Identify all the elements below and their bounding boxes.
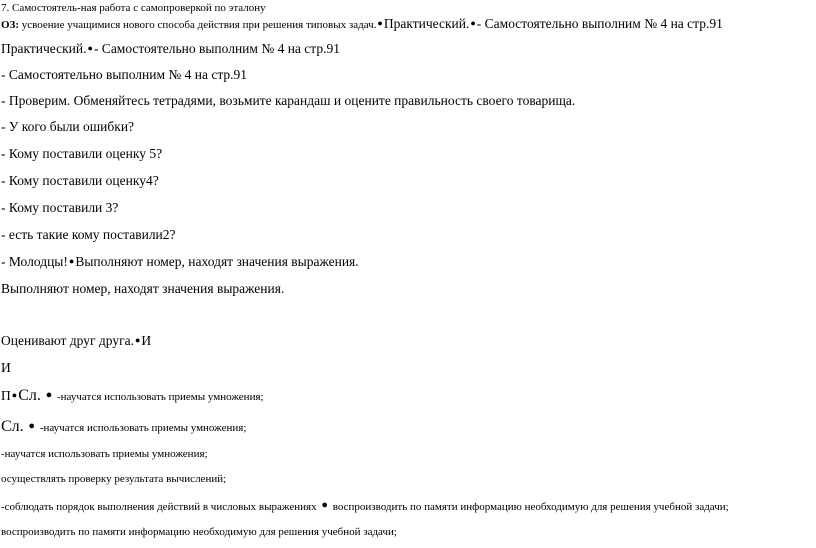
bullet-icon: ● — [68, 256, 75, 266]
p-label: П — [1, 388, 11, 403]
bullet-icon: ● — [134, 335, 141, 345]
peer-review-tail: И — [141, 333, 152, 348]
praise-activity: Выполняют номер, находят значения выражения. — [75, 254, 359, 269]
sl-label: Сл. — [18, 387, 41, 404]
sl-label: Сл. — [1, 418, 24, 435]
practical-task: - Самостоятельно выполним № 4 на стр.91 — [93, 41, 340, 56]
p-line — [1, 388, 264, 404]
sl-line — [1, 419, 246, 435]
order-text: -соблюдать порядок выполнения действий в числовых выражениях — [1, 501, 317, 513]
stage-title: 7. Самостоятель-ная работа с самопроверкой по эталону — [1, 2, 266, 14]
objective-text: усвоение учащимися нового способа действия при решения типовых задач. — [21, 19, 377, 31]
order-line — [1, 500, 729, 513]
recall-line: воспроизводить по памяти информацию необходимую для решения учебной задачи; — [1, 526, 397, 538]
letter-i-line: И — [1, 360, 11, 375]
task-line: - Самостоятельно выполним № 4 на стр.91 — [1, 67, 248, 82]
peer-review-line — [1, 334, 151, 348]
bullet-icon: ● — [87, 43, 93, 53]
question-grade-3: - Кому поставили 3? — [1, 200, 119, 215]
praise-line — [1, 255, 359, 269]
praise-text: - Молодцы! — [1, 254, 68, 269]
sl-line-text: -научатся использовать приемы умножения; — [39, 422, 247, 434]
recall-inline-text: воспроизводить по памяти информацию необходимую для решения учебной задачи; — [332, 501, 729, 513]
objective-tail-practical: Практический. — [383, 16, 470, 31]
learn-line: -научатся использовать приемы умножения; — [1, 448, 208, 460]
bullet-icon: ● — [377, 18, 383, 28]
check-instruction: - Проверим. Обменяйтесь тетрадями, возьмите карандаш и оцените правильность своего товарища. — [1, 93, 576, 108]
objective-tail-task: - Самостоятельно выполним № 4 на стр.91 — [476, 16, 723, 31]
question-grade-2: - есть такие кому поставили2? — [1, 227, 176, 242]
practical-line — [1, 42, 340, 56]
question-errors: - У кого были ошибки? — [1, 119, 135, 134]
bullet-icon: ● — [28, 420, 36, 432]
bullet-icon: ● — [470, 18, 476, 28]
activity-line: Выполняют номер, находят значения выражения. — [1, 281, 285, 296]
peer-review-text: Оценивают друг друга. — [1, 333, 134, 348]
objective-line — [1, 17, 723, 31]
p-line-text: -научатся использовать приемы умножения; — [57, 391, 264, 403]
bullet-icon: ● — [45, 389, 53, 401]
objective-label: ОЗ: — [1, 19, 20, 31]
question-grade-5: - Кому поставили оценку 5? — [1, 146, 163, 161]
practical-label: Практический. — [1, 41, 87, 56]
bullet-icon: ● — [11, 390, 18, 400]
bullet-icon: ● — [321, 499, 328, 511]
question-grade-4: - Кому поставили оценку4? — [1, 173, 159, 188]
verify-line: осуществлять проверку результата вычислений; — [1, 473, 227, 485]
